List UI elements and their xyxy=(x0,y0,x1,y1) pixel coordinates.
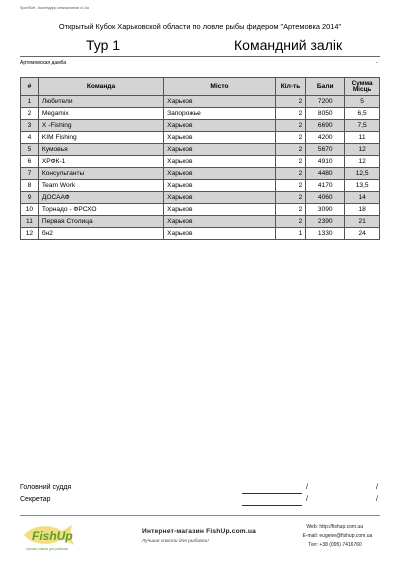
table-row xyxy=(21,156,380,168)
cell-points: 4200 xyxy=(306,132,345,144)
secretary-label: Секретар xyxy=(20,496,51,503)
secretary-signature-line xyxy=(242,496,302,506)
table-body xyxy=(21,96,380,240)
secretary-slash-1: / xyxy=(306,496,308,503)
app-line: SportSoft - Календарь чемпионатов v1.0a xyxy=(20,6,89,10)
table-row xyxy=(21,204,380,216)
table-row xyxy=(21,120,380,132)
cell-number: 10 xyxy=(21,204,39,216)
cell-count: 2 xyxy=(275,192,306,204)
cell-points: 4910 xyxy=(306,156,345,168)
col-number: # xyxy=(21,78,39,96)
tel-label: Тел: xyxy=(308,542,318,548)
cell-city: Харьков xyxy=(164,168,276,180)
cell-team: Торнадо - ФРСХО xyxy=(38,204,163,216)
cell-points: 5670 xyxy=(306,144,345,156)
cell-sum-places: 14 xyxy=(345,192,380,204)
cell-sum-places: 24 xyxy=(345,228,380,240)
cell-number: 6 xyxy=(21,156,39,168)
cell-sum-places: 11 xyxy=(345,132,380,144)
cell-points: 2390 xyxy=(306,216,345,228)
cell-points: 4480 xyxy=(306,168,345,180)
cell-count: 2 xyxy=(275,132,306,144)
cell-count: 2 xyxy=(275,96,306,108)
table-row xyxy=(21,168,380,180)
cell-points: 8050 xyxy=(306,108,345,120)
web-link[interactable]: http://fishup.com.ua xyxy=(319,524,364,530)
cell-points: 7200 xyxy=(306,96,345,108)
results-table xyxy=(20,77,380,240)
cell-team: ДОСААФ xyxy=(38,192,163,204)
cell-number: 12 xyxy=(21,228,39,240)
cell-number: 7 xyxy=(21,168,39,180)
cell-city: Харьков xyxy=(164,228,276,240)
cell-city: Харьков xyxy=(164,180,276,192)
col-sum-places: Сумма Місць xyxy=(345,78,380,96)
cell-sum-places: 6,5 xyxy=(345,108,380,120)
cell-team: бн2 xyxy=(38,228,163,240)
footer-divider xyxy=(20,515,380,516)
web-label: Web: xyxy=(306,524,318,530)
cell-count: 2 xyxy=(275,204,306,216)
page-title: Открытый Кубок Харьковской области по ловле рыбы фидером "Артемовка 2014" xyxy=(58,22,342,31)
competition-type: Командний залік xyxy=(234,37,343,53)
cell-count: 2 xyxy=(275,180,306,192)
cell-sum-places: 13,5 xyxy=(345,180,380,192)
cell-points: 6690 xyxy=(306,120,345,132)
cell-number: 9 xyxy=(21,192,39,204)
cell-sum-places: 5 xyxy=(345,96,380,108)
email-link[interactable]: eugene@fishup.com.ua xyxy=(319,533,373,539)
venue-label: Артемовская дамба xyxy=(20,60,67,66)
judge-slash-2: / xyxy=(376,484,378,491)
logo-text: FishUp xyxy=(32,529,73,543)
table-row xyxy=(21,216,380,228)
cell-sum-places: 21 xyxy=(345,216,380,228)
cell-number: 8 xyxy=(21,180,39,192)
table-row xyxy=(21,192,380,204)
contact-tel xyxy=(300,542,380,548)
cell-count: 1 xyxy=(275,228,306,240)
cell-count: 2 xyxy=(275,120,306,132)
contact-web xyxy=(300,524,380,530)
col-city: Місто xyxy=(164,78,276,96)
contact-email xyxy=(300,533,380,539)
shop-slogan: Лучшие снасти для рыбалки! xyxy=(142,539,209,544)
table-row xyxy=(21,144,380,156)
venue-right: - xyxy=(376,60,378,66)
cell-count: 2 xyxy=(275,216,306,228)
cell-sum-places: 12,5 xyxy=(345,168,380,180)
cell-sum-places: 7,5 xyxy=(345,120,380,132)
table-row xyxy=(21,228,380,240)
col-team: Команда xyxy=(38,78,163,96)
cell-count: 2 xyxy=(275,168,306,180)
cell-city: Харьков xyxy=(164,144,276,156)
header-divider xyxy=(20,56,380,57)
cell-team: ХРФК-1 xyxy=(38,156,163,168)
cell-points: 4170 xyxy=(306,180,345,192)
tel-value: +38 (095) 7416760 xyxy=(319,542,362,548)
secretary-slash-2: / xyxy=(376,496,378,503)
cell-city: Харьков xyxy=(164,204,276,216)
cell-sum-places: 18 xyxy=(345,204,380,216)
cell-team: KIM Fishing xyxy=(38,132,163,144)
cell-city: Харьков xyxy=(164,192,276,204)
cell-count: 2 xyxy=(275,108,306,120)
fishup-logo xyxy=(20,519,80,553)
cell-points: 4060 xyxy=(306,192,345,204)
shop-name: Интернет-магазин FishUp.com.ua xyxy=(142,528,256,535)
cell-team: Первая Столица xyxy=(38,216,163,228)
cell-team: Megamix xyxy=(38,108,163,120)
fish-logo-icon xyxy=(20,519,80,553)
table-row xyxy=(21,132,380,144)
cell-sum-places: 12 xyxy=(345,144,380,156)
cell-number: 3 xyxy=(21,120,39,132)
cell-count: 2 xyxy=(275,156,306,168)
cell-sum-places: 12 xyxy=(345,156,380,168)
cell-city: Харьков xyxy=(164,156,276,168)
table-row xyxy=(21,96,380,108)
col-points: Бали xyxy=(306,78,345,96)
cell-number: 11 xyxy=(21,216,39,228)
cell-points: 1330 xyxy=(306,228,345,240)
cell-number: 5 xyxy=(21,144,39,156)
table-row xyxy=(21,108,380,120)
cell-points: 3090 xyxy=(306,204,345,216)
col-count: Кіл-ть xyxy=(275,78,306,96)
cell-team: Консультанты xyxy=(38,168,163,180)
judge-slash-1: / xyxy=(306,484,308,491)
cell-count: 2 xyxy=(275,144,306,156)
judge-signature-line xyxy=(242,484,302,494)
cell-team: Team Work xyxy=(38,180,163,192)
cell-city: Запорожье xyxy=(164,108,276,120)
cell-number: 2 xyxy=(21,108,39,120)
cell-city: Харьков xyxy=(164,216,276,228)
cell-team: Любители xyxy=(38,96,163,108)
judge-label: Головний суддя xyxy=(20,484,72,491)
logo-sub: лучшие снасти для рыбалки xyxy=(26,547,68,551)
tour-label: Тур 1 xyxy=(86,37,121,53)
cell-number: 4 xyxy=(21,132,39,144)
table-header-row xyxy=(21,78,380,96)
cell-city: Харьков xyxy=(164,132,276,144)
cell-number: 1 xyxy=(21,96,39,108)
cell-city: Харьков xyxy=(164,120,276,132)
table-row xyxy=(21,180,380,192)
email-label: E-mail: xyxy=(302,533,318,539)
cell-team: Кумовья xyxy=(38,144,163,156)
cell-city: Харьков xyxy=(164,96,276,108)
cell-team: X -Fishing xyxy=(38,120,163,132)
